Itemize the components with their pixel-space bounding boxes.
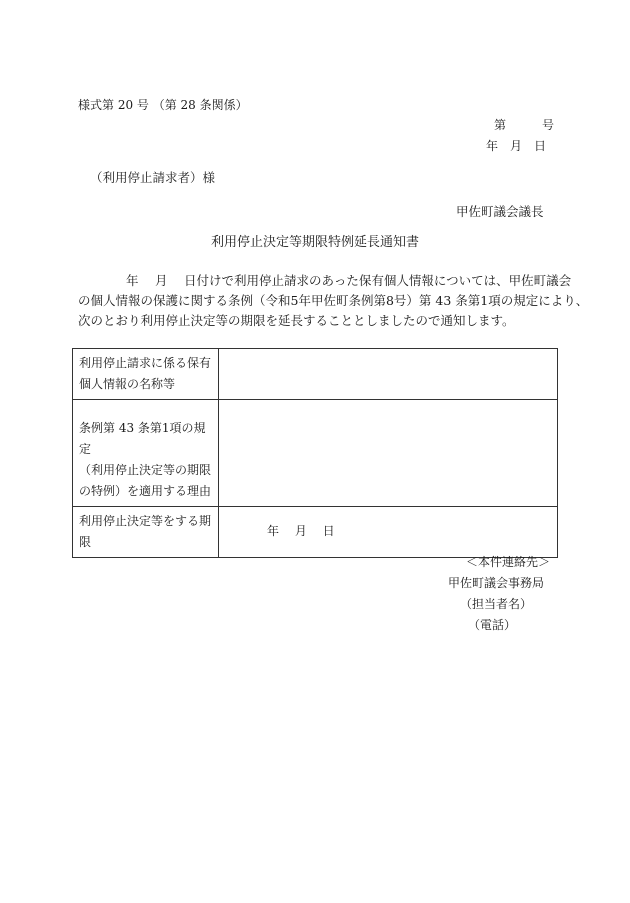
table-value-cell	[219, 349, 558, 400]
addressee: （利用停止請求者）様	[90, 170, 216, 185]
contact-heading: ＜本件連絡先＞	[466, 555, 551, 569]
table-value-cell	[219, 400, 558, 507]
body-line-1: 年 月 日付けで利用停止請求のあった保有個人情報については、甲佐町議会	[126, 273, 572, 288]
document-number: 第 号	[494, 118, 555, 132]
document-title: 利用停止決定等期限特例延長通知書	[210, 235, 419, 250]
table-label-cell: 条例第 43 条第1項の規定 （利用停止決定等の期限 の特例）を適用する理由	[73, 400, 219, 507]
sender: 甲佐町議会議長	[456, 204, 544, 219]
form-number: 様式第 20 号 （第 28 条関係）	[78, 98, 248, 112]
contact-person: （担当者名）	[460, 597, 533, 611]
document-date: 年 月 日	[486, 139, 547, 153]
body-paragraph	[78, 271, 589, 331]
table-label-cell: 利用停止決定等をする期 限	[73, 507, 219, 558]
table-label-cell: 利用停止請求に係る保有 個人情報の名称等	[73, 349, 219, 400]
table-value-cell	[219, 507, 558, 558]
contact-office: 甲佐町議会事務局	[448, 576, 545, 590]
body-line-3: 次のとおり利用停止決定等の期限を延長することとしましたので通知します。	[78, 313, 515, 328]
info-table	[72, 348, 558, 558]
table-row	[73, 400, 558, 507]
body-line-2: の個人情報の保護に関する条例（令和5年甲佐町条例第8号）第 43 条第1項の規定により、	[78, 293, 589, 308]
contact-phone: （電話）	[468, 618, 517, 632]
contact-block	[448, 552, 550, 636]
table-row	[73, 349, 558, 400]
deadline-date: 年 月 日	[267, 524, 335, 538]
table-row	[73, 507, 558, 558]
